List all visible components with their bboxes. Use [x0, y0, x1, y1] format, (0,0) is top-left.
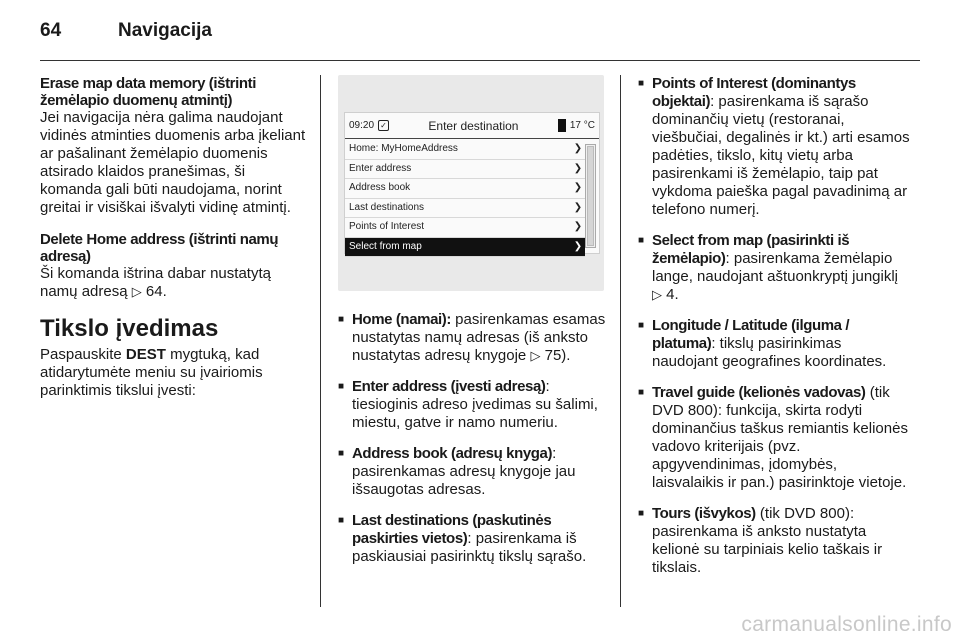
screen-menu-item[interactable]: Last destinations ❯: [345, 199, 585, 219]
bullet-last-destinations: ■ Last destinations (paskutinės paskirties vietos): pasirenkama iš paskiausiai pasirinktų tikslų sąrašo.: [338, 512, 587, 565]
square-bullet-icon: ■: [638, 387, 645, 398]
page-ref-arrow-icon: ▷: [131, 284, 142, 299]
screen-menu-item[interactable]: Select from map ❯: [345, 238, 585, 258]
section-title: Navigacija: [118, 20, 212, 41]
screen-temperature: 17 °C: [569, 119, 595, 131]
screen-menu-item[interactable]: Points of Interest ❯: [345, 218, 585, 238]
column-1: [40, 75, 306, 414]
watermark: carmanualsonline.info: [741, 613, 952, 636]
page-number: 64: [40, 20, 62, 41]
screen-scrollbar[interactable]: [585, 144, 596, 248]
enter-destination-screen: [344, 112, 600, 254]
square-bullet-icon: ■: [638, 78, 645, 89]
square-bullet-icon: ■: [338, 448, 345, 459]
square-bullet-icon: ■: [338, 515, 345, 526]
delete-home-heading: Delete Home address (ištrinti namų adresą): [40, 231, 279, 265]
tikslo-ivedimas-heading: Tikslo įvedimas: [40, 315, 219, 342]
chevron-right-icon: ❯: [573, 240, 583, 252]
screen-menu-item[interactable]: Address book ❯: [345, 179, 585, 199]
square-bullet-icon: ■: [638, 320, 645, 331]
chevron-right-icon: ❯: [573, 162, 583, 174]
navigation-screen-image: [338, 75, 604, 291]
screen-menu-item[interactable]: Home: MyHomeAddress ❯: [345, 140, 585, 160]
page-header: [40, 20, 212, 50]
screen-title: Enter destination: [428, 118, 519, 133]
erase-map-body: Jei navigacija nėra galima naudojant vidinės atminties duomenis arba įkeliant ar pašalinant žemėlapio duomenis atsirado klaidos pranešimas, ši komanda gali būti naudojama, norint greitai ir visiškai išvalyti vidinę atmintį.: [40, 109, 306, 216]
square-bullet-icon: ■: [338, 381, 345, 392]
bullet-travel-guide: ■ Travel guide (kelionės vadovas) (tik DVD 800): funkcija, skirta rodyti dominančius taškus remiantis kelionės vadovo kriterijais (pvz. apgyvendinimas, įdomybės, laisvalaikis ir pan.) pasirinktoje vietoje.: [638, 384, 908, 491]
bullet-home: ■ Home (namai): pasirenkamas esamas nustatytas namų adresas (iš anksto nustatytas adresų knygoje ▷ 75).: [338, 311, 606, 364]
bullet-longitude-latitude: ■ Longitude / Latitude (ilguma / platuma): tikslų pasirinkimas naudojant geografines koordinates.: [638, 317, 887, 370]
header-rule: [40, 60, 920, 61]
square-bullet-icon: ■: [638, 508, 645, 519]
square-bullet-icon: ■: [338, 314, 345, 325]
delete-home-body: Ši komanda ištrina dabar nustatytą namų adresą ▷ 64.: [40, 265, 271, 300]
bullet-points-of-interest: ■ Points of Interest (dominantys objektai): pasirenkama iš sąrašo dominančių vietų (restoranai, viešbučiai, degalinės ir kt.) arti esamos padėties, tikslo, kitų vietų arba pasirenkami iš žemėlapio, taip pat vykdoma paieška pagal pavadinimą ar telefono numerį.: [638, 75, 910, 218]
column-2: [338, 75, 612, 579]
chevron-right-icon: ❯: [573, 182, 583, 194]
erase-map-heading: Erase map data memory (ištrinti žemėlapio duomenų atmintį): [40, 75, 257, 109]
screen-menu-item[interactable]: Enter address ❯: [345, 160, 585, 180]
bullet-tours: ■ Tours (išvykos) (tik DVD 800): pasirenkama iš anksto nustatyta kelionė su tarpiniais kelio taškais ir tikslais.: [638, 505, 883, 576]
square-bullet-icon: ■: [638, 235, 645, 246]
bullet-enter-address: ■ Enter address (įvesti adresą): tiesioginis adreso įvedimas su šalimi, miestu, gatve ir namo numeriu.: [338, 378, 598, 431]
tikslo-ivedimas-body: Paspauskite DEST mygtuką, kad atidarytumėte meniu su įvairiomis parinktimis tikslui įvesti:: [40, 346, 263, 399]
chevron-right-icon: ❯: [573, 221, 583, 233]
chevron-right-icon: ❯: [573, 143, 583, 155]
column-3: [638, 75, 910, 590]
screen-status-bar: [345, 113, 599, 139]
scrollbar-thumb[interactable]: [587, 146, 594, 246]
dest-key-label: DEST: [125, 346, 166, 363]
column-divider-2: [620, 75, 621, 607]
phone-icon: [558, 119, 566, 132]
delete-home-ref: 64.: [145, 283, 167, 300]
chevron-right-icon: ❯: [573, 201, 583, 213]
page-ref-arrow-icon: ▷: [530, 348, 541, 363]
bullet-select-from-map: ■ Select from map (pasirinkti iš žemėlapio): pasirenkama žemėlapio lange, naudojant aštuonkryptį jungiklį ▷ 4.: [638, 232, 898, 303]
screen-time: 09:20: [349, 119, 375, 131]
checkmark-icon: ✓: [378, 120, 389, 131]
page-ref-arrow-icon: ▷: [652, 287, 662, 302]
screen-menu-list: [345, 140, 585, 257]
column-divider-1: [320, 75, 321, 607]
bullet-address-book: ■ Address book (adresų knyga): pasirenkamas adresų knygoje jau išsaugotas adresas.: [338, 445, 576, 498]
